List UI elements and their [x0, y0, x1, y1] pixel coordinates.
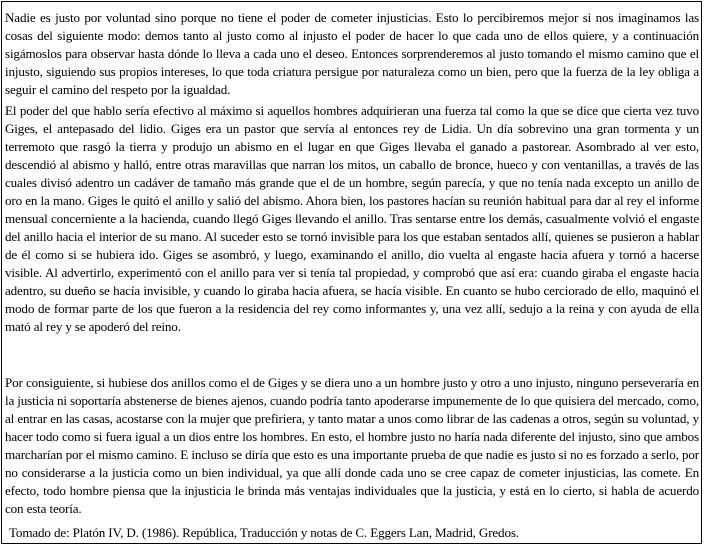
- paragraph-3: Por consiguiente, si hubiese dos anillos como el de Giges y se diera uno a un hombre justo y otro a uno injusto, ninguno perseveraría en la justicia ni soportaría abstenerse de bienes ajenos, cuando podría tanto apoderarse impunemente de lo que quisiera del mercado, como, al entrar en las casas, acostarse con la mujer que prefiriera, y tanto matar a unos como librar de las cadenas a otros, según su voluntad, y hacer todo como si fuera igual a un dios entre los hombres. En esto, el hombre justo no haría nada diferente del injusto, sino que ambos marcharían por el mismo camino. E incluso se diría que esto es una importante prueba de que nadie es justo si no es forzado a serlo, por no considerarse a la justicia como un bien individual, ya que allí donde cada uno se cree capaz de cometer injusticias, las comete. En efecto, todo hombre piensa que la injusticia le brinda más ventajas individuales que la justicia, y está en lo cierto, si habla de acuerdo con esta teoría.: [5, 375, 699, 516]
- source-citation: Tomado de: Platón IV, D. (1986). República, Traducción y notas de C. Eggers Lan, Madrid, Gredos.: [9, 525, 519, 540]
- paragraph-1: Nadie es justo por voluntad sino porque no tiene el poder de cometer injusticias. Esto lo percibiremos mejor si nos imaginamos las cosas del siguiente modo: demos tanto al justo como al injusto el poder de hacer lo que cada uno de ellos quiere, y a continuación sigámoslos para observar hasta dónde lo lleva a cada uno el deseo. Entonces sorprenderemos al justo tomando el mismo camino que el injusto, siguiendo sus propios intereses, lo que toda criatura persigue por naturaleza como un bien, pero que la fuerza de la ley obliga a seguir el camino del respeto por la igualdad.: [5, 10, 699, 97]
- paragraph-2: El poder del que hablo sería efectivo al máximo si aquellos hombres adquirieran una fuerza tal como la que se dice que cierta vez tuvo Giges, el antepasado del lidio. Giges era un pastor que servía al entonces rey de Lidia. Un día sobrevino una gran tormenta y un terremoto que rasgó la tierra y produjo un abismo en el lugar en que Giges llevaba el ganado a pastorear. Asombrado al ver esto, descendió al abismo y halló, entre otras maravillas que narran los mitos, un caballo de bronce, hueco y con ventanillas, a través de las cuales divisó adentro un cadáver de tamaño más grande que el de un hombre, según parecía, y que no tenía nada excepto un anillo de oro en la mano. Giges le quitó el anillo y salió del abismo. Ahora bien, los pastores hacían su reunión habitual para dar al rey el informe mensual concerniente a la hacienda, cuando llegó Giges llevando el anillo. Tras sentarse entre los demás, casualmente volvió el engaste del anillo hacia el interior de su mano. Al suceder esto se tornó invisible para los que estaban sentados allí, quienes se pusieron a hablar de él como si se hubiera ido. Giges se asombró, y luego, examinando el anillo, dio vuelta al engaste hacia afuera y tornó a hacerse visible. Al advertirlo, experimentó con el anillo para ver si tenía tal propiedad, y comprobó que así era: cuando giraba el engaste hacia adentro, su dueño se hacía invisible, y cuando lo giraba hacia afuera, se hacía visible. En cuanto se hubo cerciorado de ello, maquinó el modo de formar parte de los que fueron a la residencia del rey como informantes y, una vez allí, sedujo a la reina y con ayuda de ella mató al rey y se apoderó del reino.: [5, 103, 699, 334]
- text-box: [1, 1, 702, 544]
